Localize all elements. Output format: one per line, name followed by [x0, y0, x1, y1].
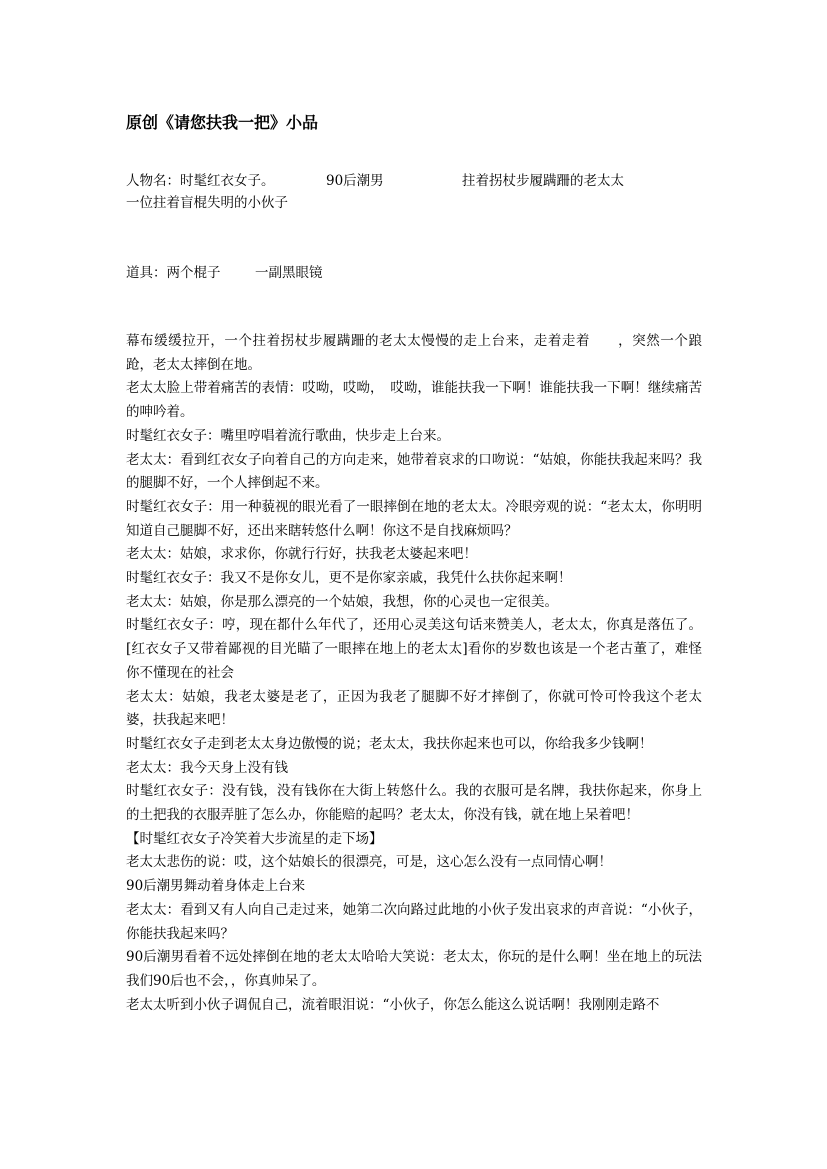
script-paragraph: 时髦红衣女子：没有钱，没有钱你在大街上转悠什么。我的衣服可是名牌，我扶你起来，你身上的土把我的衣服弄脏了怎么办，你能赔的起吗？老太太，你没有钱，就在地上呆着吧！ — [126, 783, 702, 824]
cast-line — [126, 192, 706, 214]
cast-role: 90后潮男 — [326, 173, 384, 189]
script-paragraph: 老太太脸上带着痛苦的表情：哎呦，哎呦， 哎呦，谁能扶我一下啊！谁能扶我一下啊！继续痛苦的呻吟着。 — [126, 380, 702, 421]
props-list — [126, 262, 323, 284]
script-paragraph: 老太太听到小伙子调侃自己，流着眼泪说：“小伙子，你怎么能这么说话啊！我刚刚走路不 — [126, 996, 660, 1013]
cast-label: 人物名：时髦红衣女子。 — [126, 173, 275, 189]
script-paragraph: 时髦红衣女子：嘴里哼唱着流行歌曲，快步走上台来。 — [126, 427, 450, 444]
document-title: 原创《请您扶我一把》小品 — [126, 113, 319, 132]
script-paragraph: 老太太：姑娘，求求你，你就行行好，扶我老太婆起来吧！ — [126, 546, 477, 563]
script-paragraph: 时髦红衣女子走到老太太身边傲慢的说；老太太，我扶你起来也可以，你给我多少钱啊！ — [126, 735, 653, 752]
cast-line — [126, 170, 706, 192]
script-paragraph: 老太太：看到又有人向自己走过来，她第二次向路过此地的小伙子发出哀求的声音说：“小伙子，你能扶我起来吗？ — [126, 901, 702, 942]
script-paragraph: 老太太：我今天身上没有钱 — [126, 759, 288, 776]
script-paragraph: 幕布缓缓拉开，一个拄着拐杖步履蹒跚的老太太慢慢的走上台来，走着走着 ，突然一个踉跄，老太太摔倒在地。 — [126, 333, 702, 373]
script-paragraph: 时髦红衣女子：哼，现在都什么年代了，还用心灵美这句话来赞美人，老太太，你真是落伍了。[红衣女子又带着鄙视的目光瞄了一眼摔在地上的老太太]看你的岁数也该是一个老古董了，难怪你不懂现在的社会 — [126, 617, 702, 681]
script-paragraph: 老太太悲伤的说：哎，这个姑娘长的很漂亮，可是，这心怎么没有一点同情心啊！ — [126, 854, 612, 871]
cast-role: 拄着拐杖步履蹒跚的老太太 — [462, 173, 624, 189]
props-item: 一副黑眼镜 — [255, 265, 323, 281]
script-paragraph: 老太太：姑娘，你是那么漂亮的一个姑娘，我想，你的心灵也一定很美。 — [126, 593, 558, 610]
props-label: 道具：两个棍子 — [126, 265, 221, 281]
script-paragraph: 时髦红衣女子：我又不是你女儿，更不是你家亲戚，我凭什么扶你起来啊！ — [126, 570, 572, 587]
script-paragraph: 老太太：看到红衣女子向着自己的方向走来，她带着哀求的口吻说：“姑娘，你能扶我起来吗？我的腿脚不好，一个人摔倒起不来。 — [126, 451, 702, 492]
script-paragraph: 【时髦红衣女子冷笑着大步流星的走下场】 — [126, 830, 383, 847]
script-paragraph: 时髦红衣女子：用一种藐视的眼光看了一眼摔倒在地的老太太。冷眼旁观的说：“老太太，你明明知道自己腿脚不好，还出来瞎转悠什么啊！你这不是自找麻烦吗？ — [126, 498, 702, 539]
cast-list — [126, 170, 706, 214]
cast-role: 一位拄着盲棍失明的小伙子 — [126, 195, 288, 211]
script-paragraph: 老太太：姑娘，我老太婆是老了，正因为我老了腿脚不好才摔倒了，你就可怜可怜我这个老太婆，扶我起来吧！ — [126, 688, 702, 729]
script-paragraph: 90后潮男看着不远处摔倒在地的老太太哈哈大笑说：老太太，你玩的是什么啊！坐在地上的玩法我们90后也不会，，你真帅呆了。 — [126, 949, 702, 989]
script-body — [126, 330, 702, 1017]
script-paragraph: 90后潮男舞动着身体走上台来 — [126, 878, 306, 895]
